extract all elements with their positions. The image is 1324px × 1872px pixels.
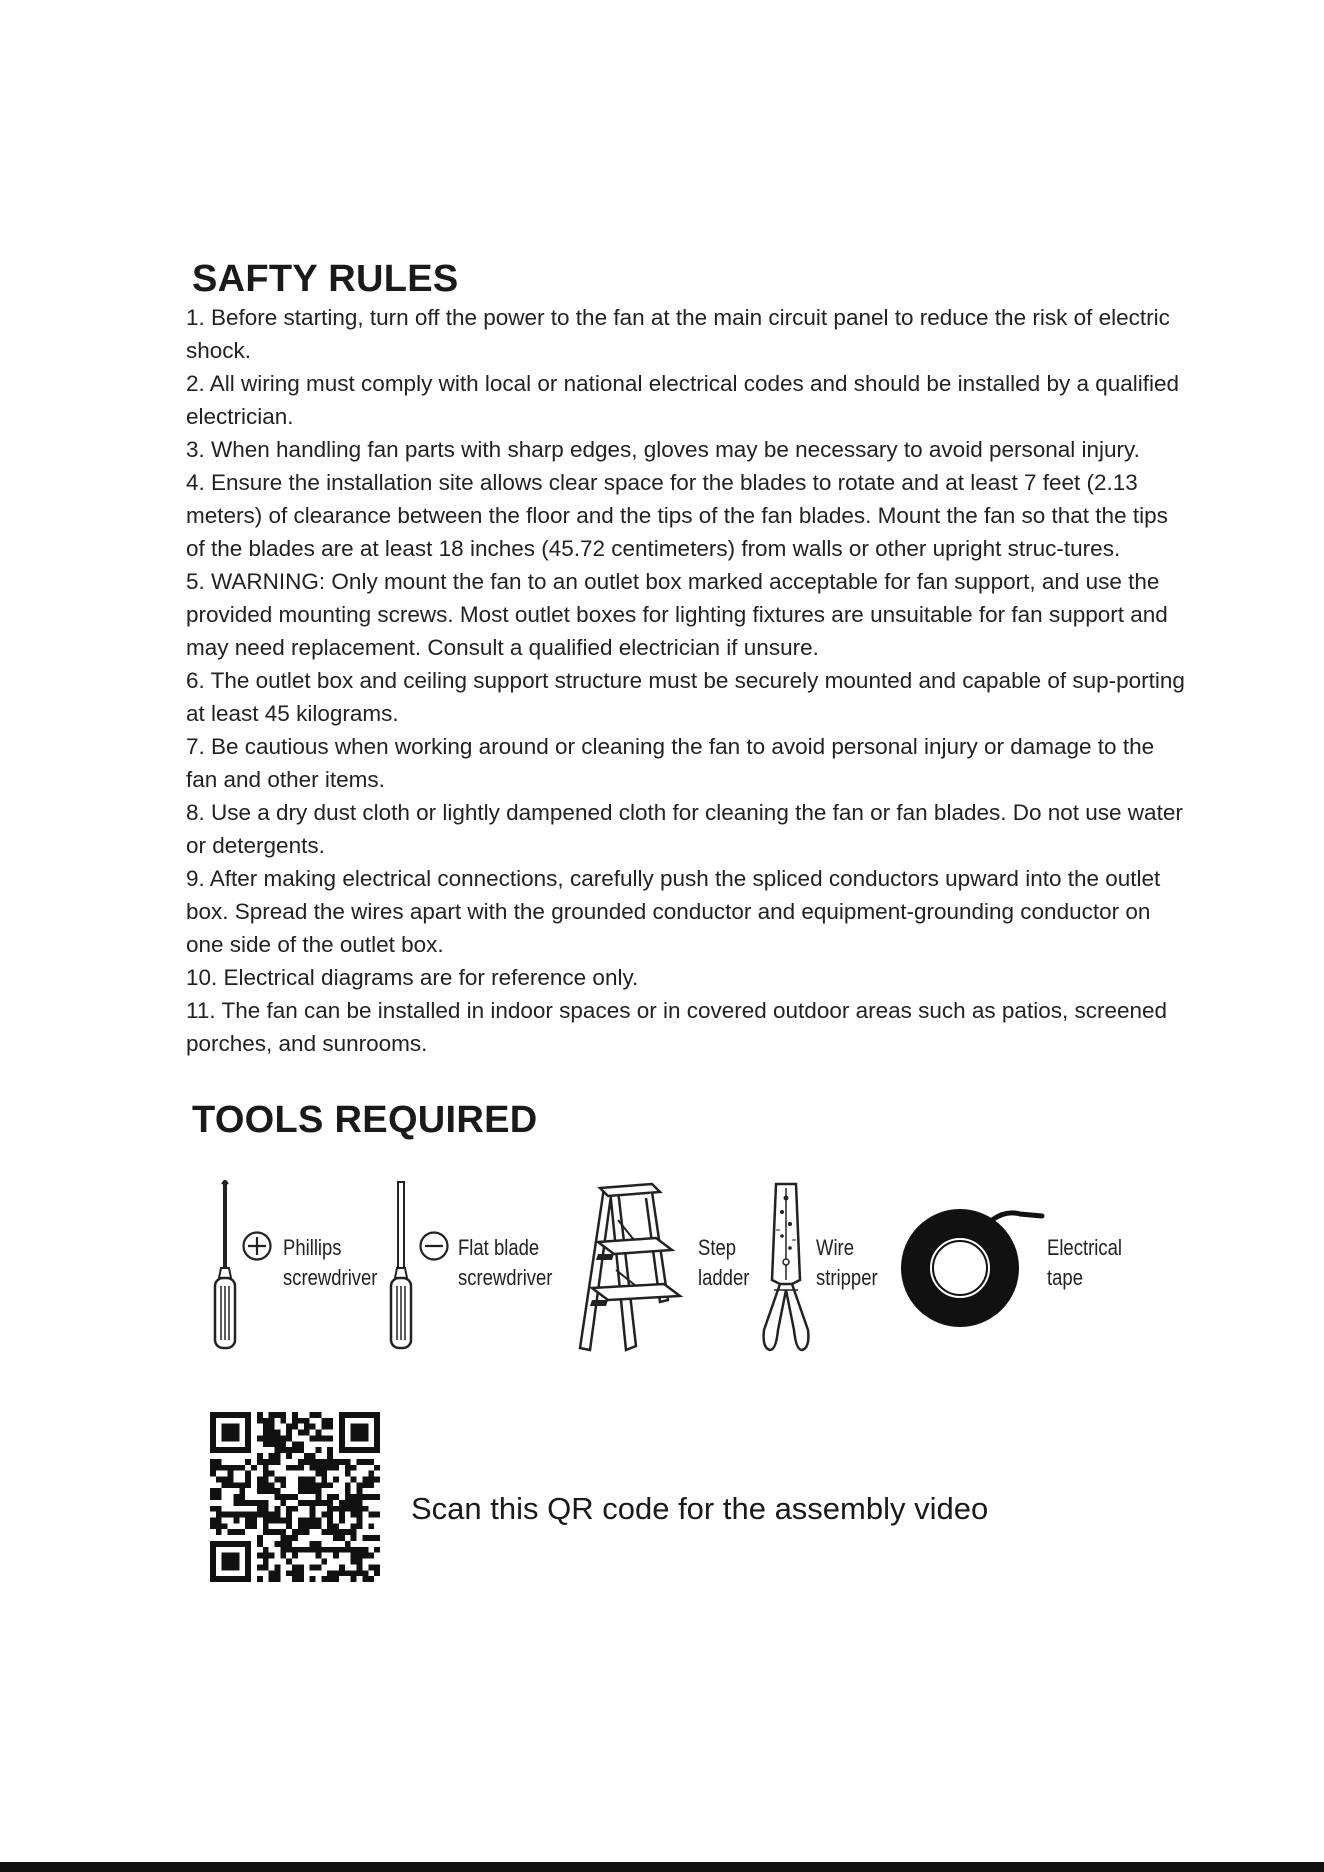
- safety-rule-4: 4. Ensure the installation site allows clear space for the blades to rotate and at least 7 feet (2.13 meters) of clearance between the floor and the tips of the fan blades. Mount the fan so that the tips of the blades are at least 18 inches (45.72 centimeters) from walls or other upright struc-tures.: [186, 470, 1168, 561]
- tool-label-line: Wire: [816, 1235, 854, 1260]
- tool-label-flat-blade: [458, 1233, 552, 1293]
- safety-rules-title: SAFTY RULES: [192, 258, 459, 300]
- tool-label-line: screwdriver: [458, 1265, 553, 1290]
- tool-label-line: tape: [1047, 1265, 1083, 1290]
- qr-code-icon[interactable]: [210, 1412, 380, 1582]
- safety-rule-8: 8. Use a dry dust cloth or lightly dampened cloth for cleaning the fan or fan blades. Do not use water or detergents.: [186, 800, 1183, 858]
- minus-icon: [418, 1230, 450, 1262]
- safety-rule-7: 7. Be cautious when working around or cleaning the fan to avoid personal injury or damage to the fan and other items.: [186, 734, 1155, 792]
- safety-rule-11: 11. The fan can be installed in indoor spaces or in covered outdoor areas such as patios, screened porches, and sunrooms.: [186, 998, 1168, 1056]
- safety-rule-6: 6. The outlet box and ceiling support structure must be securely mounted and capable of sup-porting at least 45 kilograms.: [186, 668, 1185, 726]
- tool-label-line: Step: [698, 1235, 737, 1260]
- tool-label-line: Phillips: [283, 1235, 342, 1260]
- safety-rule-1: 1. Before starting, turn off the power to the fan at the main circuit panel to reduce the risk of electric shock.: [186, 305, 1170, 363]
- tool-label-step-ladder: [698, 1233, 749, 1293]
- safety-rule-5: 5. WARNING: Only mount the fan to an outlet box marked acceptable for fan support, and use the provided mounting screws. Most outlet boxes for lighting fixtures are unsuitable for fan support and may need replacement. Consult a qualified electrician if unsure.: [186, 569, 1168, 660]
- step-ladder-icon: [560, 1180, 685, 1355]
- safety-rule-2: 2. All wiring must comply with local or national electrical codes and should be installed by a qualified electrician.: [186, 371, 1180, 429]
- page-bottom-rule: [0, 1862, 1324, 1872]
- plus-icon: [241, 1230, 273, 1262]
- tool-label-line: ladder: [698, 1265, 750, 1290]
- tool-label-phillips: [283, 1233, 377, 1293]
- tools-required-title: TOOLS REQUIRED: [192, 1099, 538, 1141]
- tool-label-line: screwdriver: [283, 1265, 378, 1290]
- tool-label-line: stripper: [816, 1265, 878, 1290]
- tool-label-line: Flat blade: [458, 1235, 540, 1260]
- wire-stripper-icon: [756, 1180, 816, 1355]
- safety-rules-list: [186, 301, 1186, 1060]
- safety-rule-9: 9. After making electrical connections, carefully push the spliced conductors upward into the outlet box. Spread the wires apart with the grounded conductor and equipment-grounding conductor on one side of the outlet box.: [186, 866, 1161, 957]
- electrical-tape-icon: [896, 1200, 1046, 1335]
- tool-label-wire-stripper: [816, 1233, 878, 1293]
- flat-blade-screwdriver-icon: [386, 1180, 416, 1352]
- qr-caption: Scan this QR code for the assembly video: [411, 1491, 989, 1526]
- tool-label-line: Electrical: [1047, 1235, 1122, 1260]
- tool-label-electrical-tape: [1047, 1233, 1122, 1293]
- safety-rule-10: 10. Electrical diagrams are for reference only.: [186, 965, 639, 990]
- safety-rule-3: 3. When handling fan parts with sharp edges, gloves may be necessary to avoid personal injury.: [186, 437, 1140, 462]
- tools-illustration: [190, 1170, 1150, 1360]
- phillips-screwdriver-icon: [210, 1180, 240, 1352]
